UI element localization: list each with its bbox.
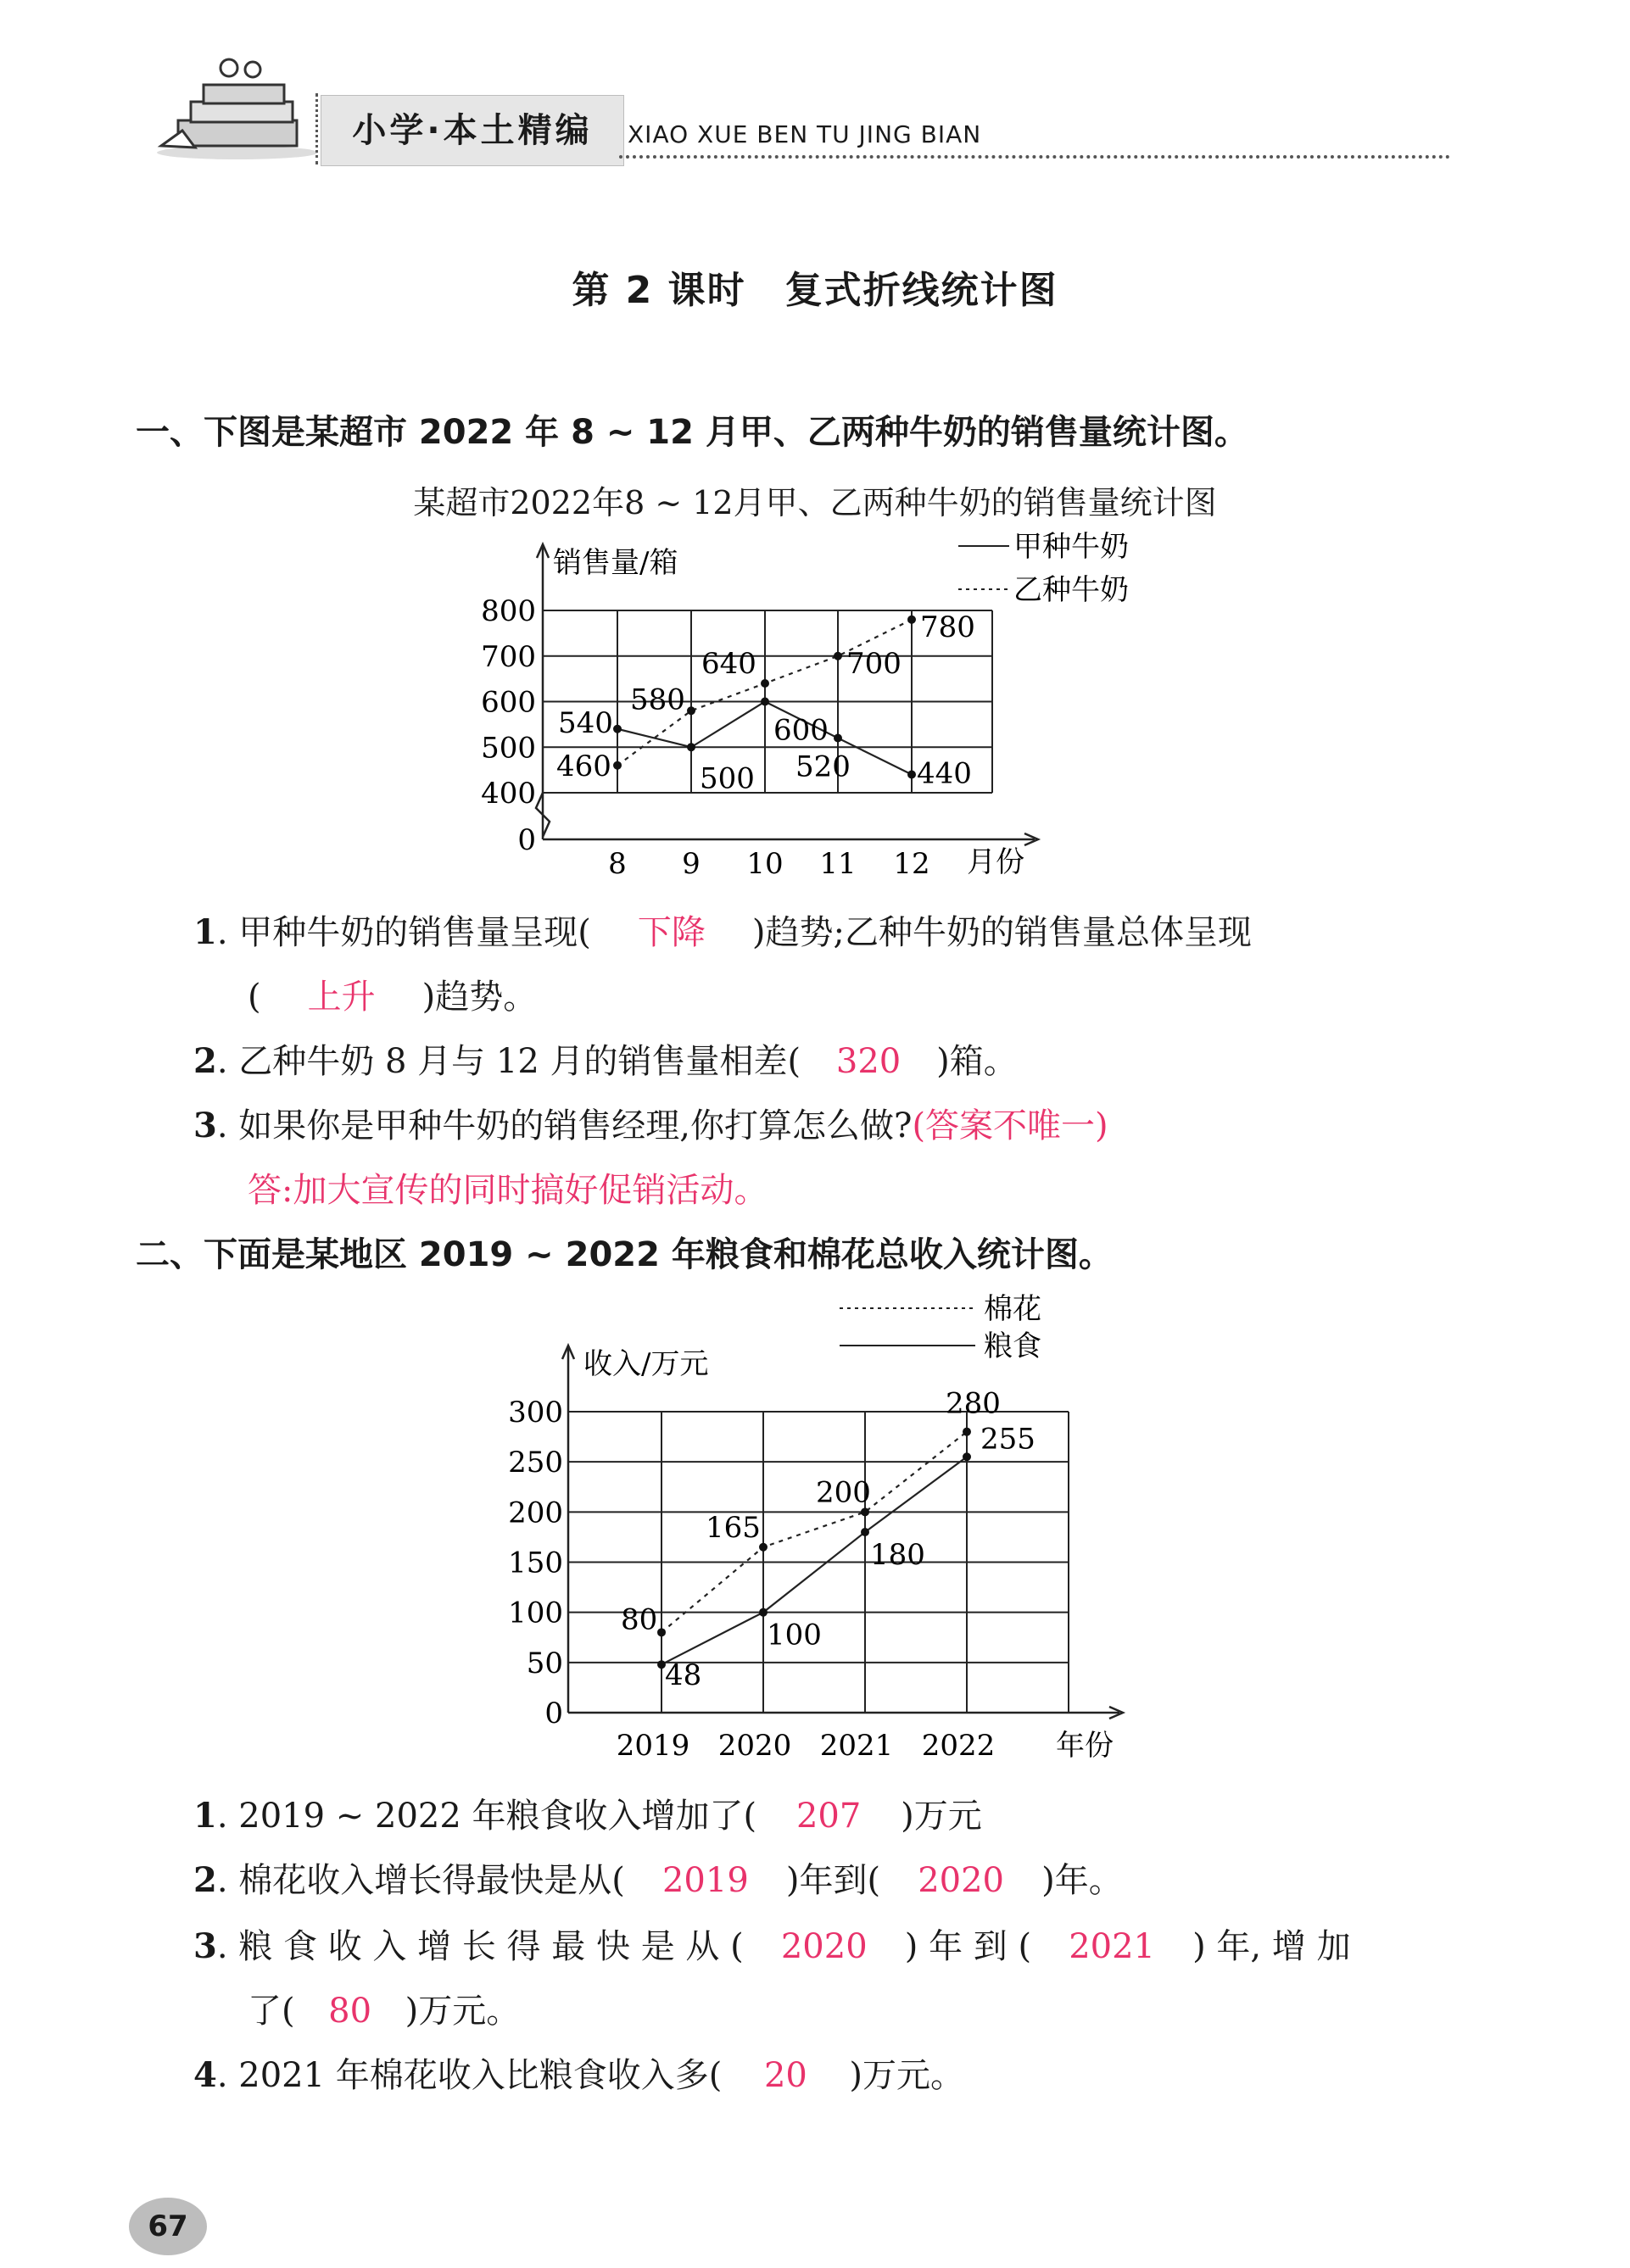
chart2-x-tick: 2019: [616, 1729, 690, 1763]
chart1-x-tick: 11: [819, 847, 857, 881]
s2-q4-num: 4: [193, 2055, 217, 2095]
s1-q2-pre: . 乙种牛奶 8 月与 12 月的销售量相差(: [216, 1042, 801, 1081]
chart1-data-label: 500: [700, 761, 755, 796]
chart1-data-label: 580: [630, 683, 685, 717]
chart2-y-tick: 50: [526, 1646, 563, 1680]
page-number-badge: [127, 2196, 209, 2257]
chart1-data-label: 780: [920, 610, 975, 644]
s2-q4-answer: 20: [763, 2056, 807, 2095]
chart2-income: [475, 1284, 1170, 1776]
chart2-data-label: 255: [980, 1422, 1035, 1457]
s1-q1-answer2: 上升: [307, 978, 376, 1017]
s2-q3: [193, 1920, 1351, 1968]
s1-q2-post: )箱。: [936, 1042, 1018, 1081]
header-logo: [144, 53, 339, 163]
s2-q2-post: )年。: [1041, 1861, 1123, 1900]
chart1-point: [761, 679, 769, 688]
chart2-y-tick: 250: [508, 1446, 563, 1480]
s1-q2-num: 2: [193, 1041, 217, 1081]
s2-q4-pre: . 2021 年棉花收入比粮食收入多(: [216, 2056, 723, 2095]
chart1-x-label: 月份: [967, 845, 1024, 879]
chart1-data-label: 600: [773, 713, 829, 748]
s2-q2-answer: 2019: [661, 1861, 749, 1900]
chart2-x-tick: 2020: [717, 1729, 792, 1763]
chart1-point: [834, 734, 842, 743]
section1-label: 一、: [136, 413, 204, 452]
s2-q1-num: 1: [193, 1796, 217, 1836]
chart1-data-label: 640: [701, 647, 756, 681]
chart1-point: [613, 761, 622, 770]
s2-q3-post: ) 年, 增 加: [1192, 1927, 1351, 1966]
chart1-data-label: 440: [917, 756, 972, 791]
chart1-data-label: 460: [556, 749, 611, 783]
chart2-y-tick: 200: [508, 1496, 563, 1530]
header-divider: [315, 93, 318, 164]
chart2-x-tick: 2021: [819, 1729, 894, 1763]
s1-q2: [193, 1034, 1018, 1083]
chart1-data-label: 700: [846, 646, 902, 681]
page-number: 67: [148, 2209, 188, 2243]
s2-q3-line2: [248, 1984, 520, 2032]
chart1-point: [761, 698, 769, 706]
chart1-x-tick: 10: [746, 847, 784, 881]
chart1-point: [834, 652, 842, 660]
s1-q3-pre: . 如果你是甲种牛奶的销售经理,你打算怎么做?: [216, 1106, 913, 1145]
chart1-y-tick: 500: [481, 731, 536, 766]
chart2-data-label: 180: [870, 1538, 925, 1572]
chart2-y-tick: 150: [508, 1546, 563, 1580]
s1-q1-mid: )趋势;乙种牛奶的销售量总体呈现: [751, 913, 1252, 952]
chart1-y-tick-zero: 0: [517, 823, 536, 857]
chart2-data-label: 200: [816, 1475, 871, 1510]
chart2-point: [759, 1608, 768, 1617]
chart2-y-tick: 0: [544, 1697, 563, 1730]
chart1-y-tick: 800: [481, 594, 536, 628]
chart1-point: [613, 725, 622, 733]
section2-label: 二、: [136, 1235, 204, 1274]
s2-q3-num: 3: [193, 1926, 217, 1966]
chart1-y-label: 销售量/箱: [553, 546, 678, 580]
chart1-data-label: 540: [558, 705, 613, 740]
s2-q3-pre2: 了(: [248, 1992, 295, 2031]
chart1-y-tick: 700: [481, 639, 536, 674]
s1-q1-post: )趋势。: [421, 978, 538, 1017]
s1-q1-answer: 下降: [637, 913, 706, 952]
s2-q3-answer: 2020: [780, 1927, 868, 1966]
section2-heading: [136, 1228, 1113, 1276]
header-dotted-rule: [619, 155, 1450, 159]
chart2-x-label: 年份: [1056, 1729, 1114, 1763]
chart1-x-tick: 12: [893, 847, 930, 881]
s2-q1-pre: . 2019 ~ 2022 年粮食收入增加了(: [216, 1797, 757, 1836]
brand-title: 小学·本土精编: [321, 95, 624, 166]
chart1-point: [907, 616, 916, 624]
s2-q4: [193, 2048, 964, 2097]
chart2-point: [657, 1628, 666, 1636]
s1-q1: [193, 906, 1252, 954]
s2-q3-mid: ) 年 到 (: [904, 1927, 1032, 1966]
chart1-point: [687, 706, 695, 715]
chart2-data-label: 100: [767, 1618, 822, 1652]
chart2-point: [963, 1452, 971, 1461]
s1-q1-pre: . 甲种牛奶的销售量呈现(: [216, 913, 591, 952]
s1-q1-pre2: (: [248, 978, 261, 1017]
chart1-x-tick: 9: [682, 847, 701, 881]
chart1-legend-label: 甲种牛奶: [1013, 530, 1129, 564]
chart1-point: [687, 743, 695, 751]
s1-q3: [193, 1099, 1108, 1147]
chart2-data-label: 48: [665, 1658, 702, 1693]
s2-q1: [193, 1789, 982, 1837]
section2-text: 下面是某地区 2019 ~ 2022 年粮食和棉花总收入统计图。: [204, 1235, 1113, 1274]
chart1-data-label: 520: [795, 749, 851, 784]
chart1-point: [907, 771, 916, 779]
s1-q2-answer: 320: [835, 1042, 902, 1081]
chart2-y-tick: 100: [508, 1596, 563, 1630]
s2-q4-post: )万元。: [849, 2056, 964, 2095]
s2-q2-num: 2: [193, 1860, 217, 1900]
section1-heading: [136, 405, 1248, 454]
chart2-legend-label: 粮食: [984, 1329, 1041, 1363]
chart2-y-label: 收入/万元: [583, 1347, 709, 1381]
s2-q1-answer: 207: [795, 1797, 862, 1836]
section1-text: 下图是某超市 2022 年 8 ~ 12 月甲、乙两种牛奶的销售量统计图。: [204, 413, 1248, 452]
chart2-data-label: 280: [946, 1386, 1001, 1421]
chart1-y-tick: 400: [481, 777, 536, 811]
lesson-title: 第 2 课时 复式折线统计图: [572, 269, 1058, 312]
chart1-x-tick: 8: [608, 847, 627, 881]
s1-q1-num: 1: [193, 912, 217, 952]
chart2-legend-label: 棉花: [984, 1292, 1041, 1326]
chart1-milk-sales: [458, 526, 1187, 899]
s2-q2: [193, 1853, 1123, 1902]
chart1-title: 某超市2022年8 ~ 12月甲、乙两种牛奶的销售量统计图: [413, 484, 1217, 521]
chart2-point: [963, 1428, 971, 1436]
s2-q2-mid: )年到(: [785, 1861, 881, 1900]
s2-q3-answer2: 2021: [1069, 1927, 1155, 1966]
chart2-x-tick: 2022: [921, 1729, 996, 1763]
s2-q1-post: )万元: [901, 1797, 982, 1836]
s1-q3-note: (答案不唯一): [912, 1106, 1108, 1145]
s2-q3-pre: . 粮 食 收 入 增 长 得 最 快 是 从 (: [216, 1927, 744, 1966]
chart1-y-tick: 600: [481, 685, 536, 720]
s2-q2-pre: . 棉花收入增长得最快是从(: [216, 1861, 625, 1900]
s2-q3-post2: )万元。: [405, 1992, 521, 2031]
chart2-data-label: 165: [706, 1510, 761, 1545]
chart2-data-label: 80: [621, 1602, 658, 1637]
s1-q3-answer: 答:加大宣传的同时搞好促销活动。: [248, 1171, 768, 1210]
chart1-legend-label: 乙种牛奶: [1013, 573, 1129, 607]
brand-pinyin: XIAO XUE BEN TU JING BIAN: [628, 120, 982, 148]
chart2-point: [861, 1528, 869, 1536]
s2-q2-answer2: 2020: [918, 1861, 1004, 1900]
chart2-y-tick: 300: [508, 1396, 563, 1429]
s2-q3-answer3: 80: [328, 1992, 372, 2031]
s1-q3-num: 3: [193, 1106, 217, 1145]
books-illustration: [144, 53, 339, 163]
s1-q1-line2: [248, 970, 537, 1018]
